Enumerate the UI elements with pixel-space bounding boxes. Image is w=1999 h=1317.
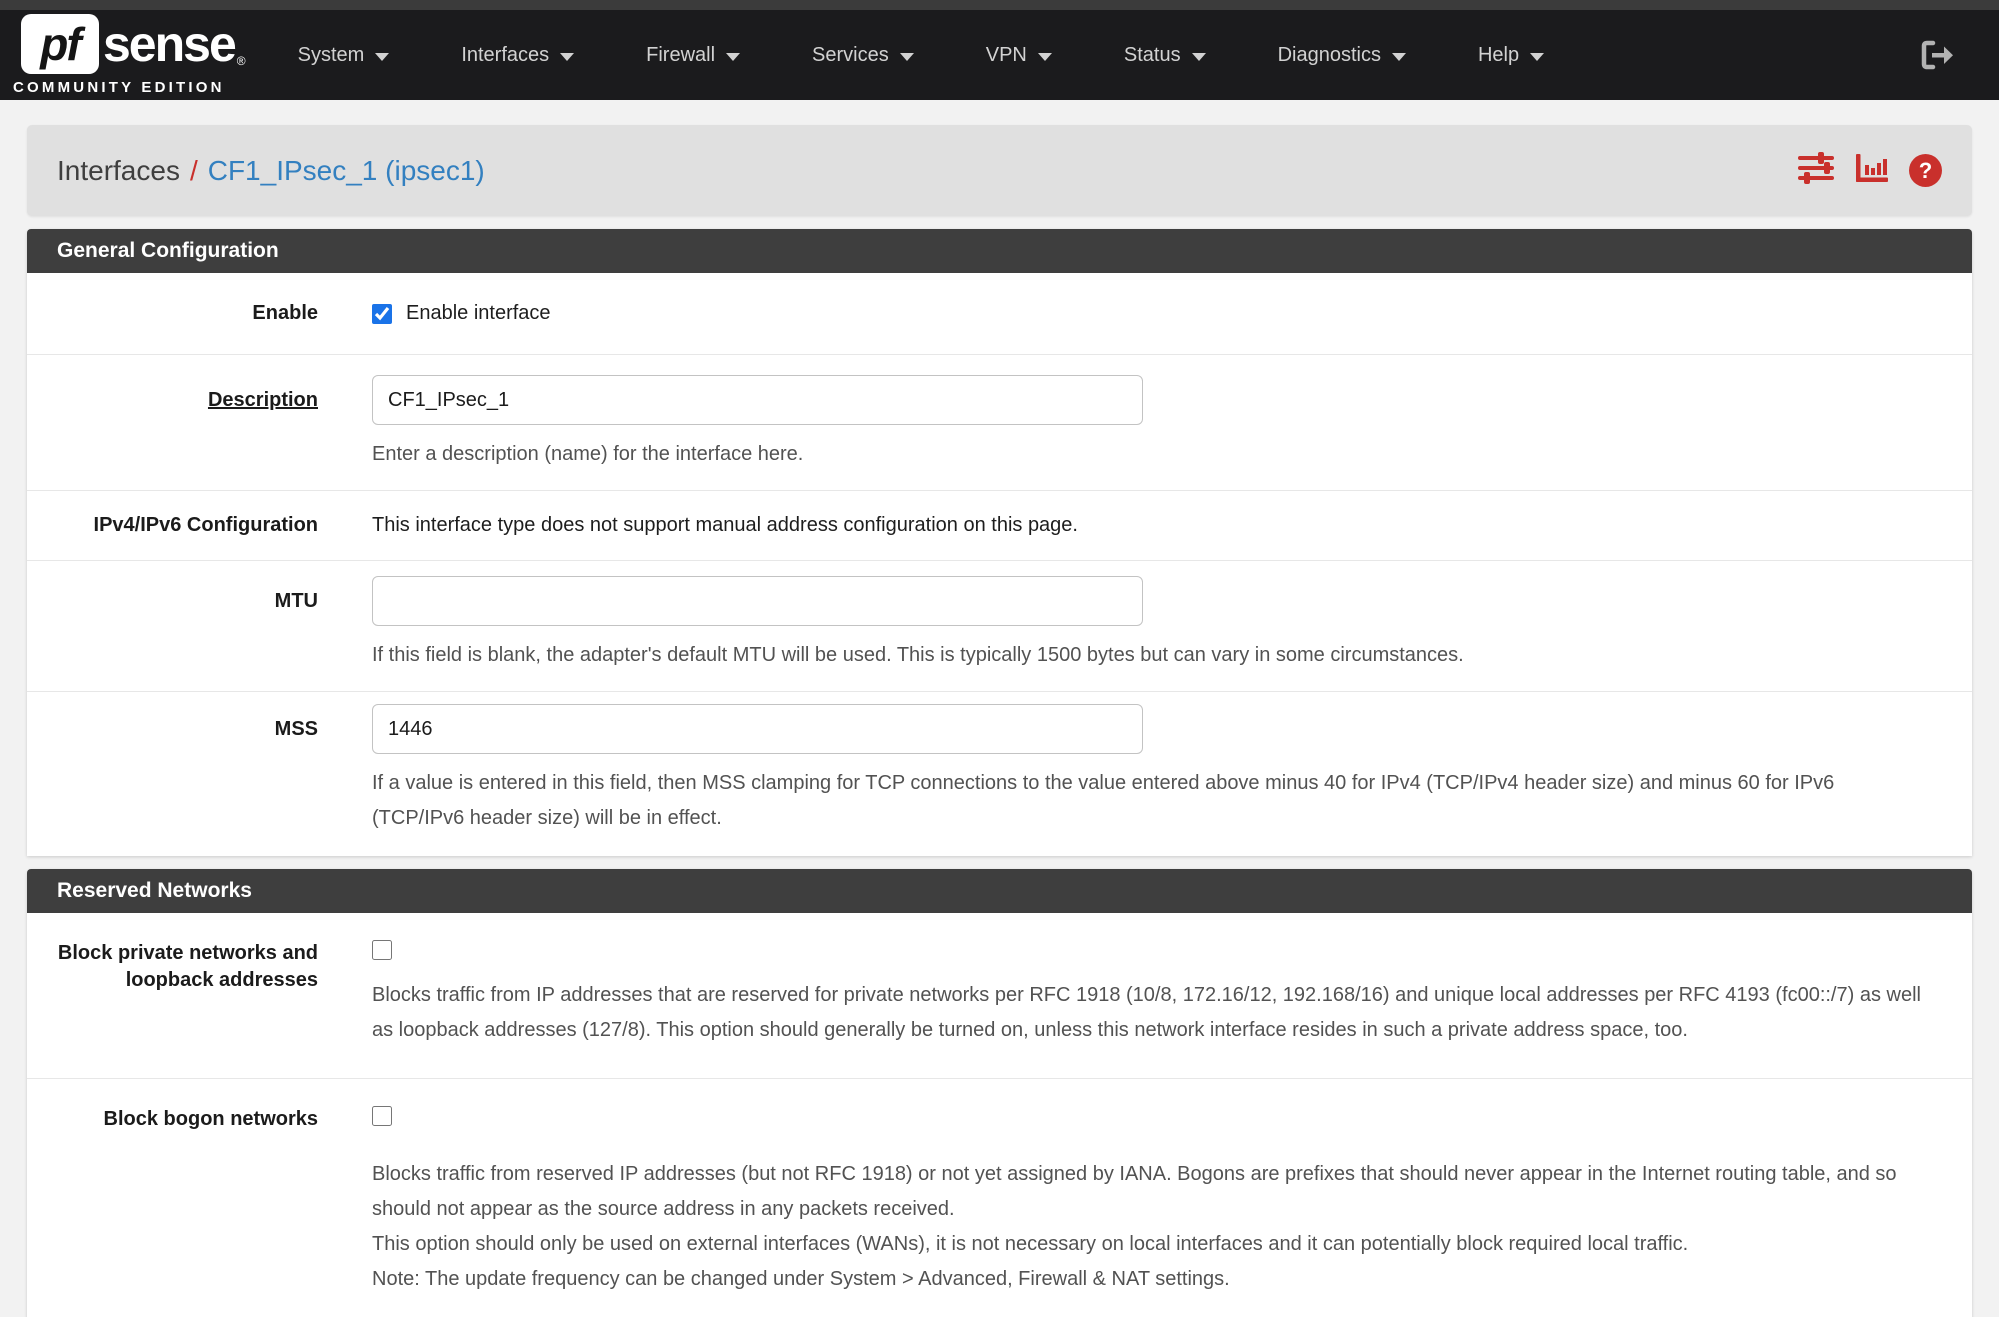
mss-row	[27, 692, 1972, 854]
mss-input[interactable]	[372, 704, 1143, 754]
pf-logo-box	[21, 14, 99, 74]
chevron-down-icon	[1192, 53, 1206, 61]
pfsense-logo[interactable]	[13, 14, 246, 96]
mtu-help: If this field is blank, the adapter's default MTU will be used. This is typically 1500 bytes but can vary in some circumstances.	[372, 644, 1464, 666]
mtu-input[interactable]	[372, 576, 1143, 626]
breadcrumb-page-link[interactable]: CF1_IPsec_1 (ipsec1)	[207, 154, 485, 186]
breadcrumb	[27, 125, 1972, 216]
reserved-networks-panel	[27, 869, 1972, 1317]
nav-item-interfaces[interactable]: Interfaces	[461, 44, 574, 67]
breadcrumb-section[interactable]: Interfaces	[57, 154, 180, 186]
registered-mark: ®	[236, 54, 246, 68]
chevron-down-icon	[560, 53, 574, 61]
nav-item-status[interactable]: Status	[1124, 44, 1206, 67]
block-bogon-networks-checkbox[interactable]	[372, 1106, 392, 1126]
sliders-icon[interactable]	[1797, 151, 1835, 190]
ip-configuration-row	[27, 491, 1972, 561]
community-edition-label: COMMUNITY EDITION	[13, 79, 225, 96]
chevron-down-icon	[1530, 53, 1544, 61]
enable-label: Enable	[252, 302, 318, 324]
bogon-help-paragraph-2: This option should only be used on external interfaces (WANs), it is not necessary on local interfaces and it can potentially block required local traffic.	[372, 1233, 1689, 1255]
help-icon[interactable]: ?	[1909, 154, 1942, 187]
block-bogon-networks-help	[372, 1157, 1932, 1297]
block-private-networks-help: Blocks traffic from IP addresses that are reserved for private networks per RFC 1918 (10/8, 172.16/12, 192.168/16) and unique local addresses per RFC 4193 (fc00::/7) as well as loopback addresses (127/8). This option should generally be turned on, unless this network interface resides in such a private address space, too.	[372, 984, 1921, 1041]
block-private-networks-row	[27, 913, 1972, 1079]
enable-row	[27, 273, 1972, 355]
description-input[interactable]	[372, 375, 1143, 425]
bogon-help-paragraph-1: Blocks traffic from reserved IP addresses (but not RFC 1918) or not yet assigned by IANA. Bogons are prefixes that should never appear in the Internet routing table, and so should not appear as the source address in any packets received.	[372, 1163, 1897, 1220]
chevron-down-icon	[1038, 53, 1052, 61]
main-navbar	[0, 10, 1999, 100]
pf-logo-text: pf	[40, 18, 80, 70]
nav-item-help[interactable]: Help	[1478, 44, 1544, 67]
ip-configuration-text: This interface type does not support manual address configuration on this page.	[372, 514, 1078, 536]
reserved-networks-header: Reserved Networks	[27, 869, 1972, 913]
window-top-strip	[0, 0, 1999, 10]
mss-help: If a value is entered in this field, then MSS clamping for TCP connections to the value entered above minus 40 for IPv4 (TCP/IPv4 header size) and minus 60 for IPv6 (TCP/IPv6 header size) will be in effect.	[372, 772, 1835, 829]
description-label: Description	[207, 389, 318, 411]
description-row	[27, 355, 1972, 491]
mss-label: MSS	[274, 718, 318, 740]
breadcrumb-separator: /	[189, 154, 198, 186]
nav-item-firewall[interactable]: Firewall	[646, 44, 740, 67]
bar-chart-icon[interactable]	[1855, 152, 1889, 189]
chevron-down-icon	[375, 53, 389, 61]
description-help: Enter a description (name) for the interface here.	[372, 443, 804, 465]
block-private-networks-label: Block private networks and loopback addresses	[57, 942, 318, 991]
enable-interface-checkbox[interactable]	[372, 304, 392, 324]
nav-item-services[interactable]: Services	[812, 44, 914, 67]
nav-item-vpn[interactable]: VPN	[986, 44, 1052, 67]
mtu-label: MTU	[274, 590, 318, 612]
sign-out-icon[interactable]	[1919, 39, 1955, 71]
mtu-row	[27, 561, 1972, 692]
ip-configuration-label: IPv4/IPv6 Configuration	[93, 514, 318, 536]
chevron-down-icon	[1392, 53, 1406, 61]
block-bogon-networks-label: Block bogon networks	[103, 1108, 318, 1130]
sense-logo-text: sense	[103, 16, 235, 72]
nav-item-diagnostics[interactable]: Diagnostics	[1278, 44, 1406, 67]
general-configuration-panel	[27, 229, 1972, 856]
bogon-help-paragraph-3: Note: The update frequency can be changed under System > Advanced, Firewall & NAT settings.	[372, 1268, 1230, 1290]
nav-item-system[interactable]: System	[298, 44, 390, 67]
block-private-networks-checkbox[interactable]	[372, 940, 392, 960]
chevron-down-icon	[900, 53, 914, 61]
general-configuration-header: General Configuration	[27, 229, 1972, 273]
enable-interface-checkbox-label: Enable interface	[406, 302, 551, 324]
block-bogon-networks-row	[27, 1079, 1972, 1317]
page-title	[57, 155, 485, 187]
nav-menu	[298, 44, 1544, 67]
chevron-down-icon	[726, 53, 740, 61]
